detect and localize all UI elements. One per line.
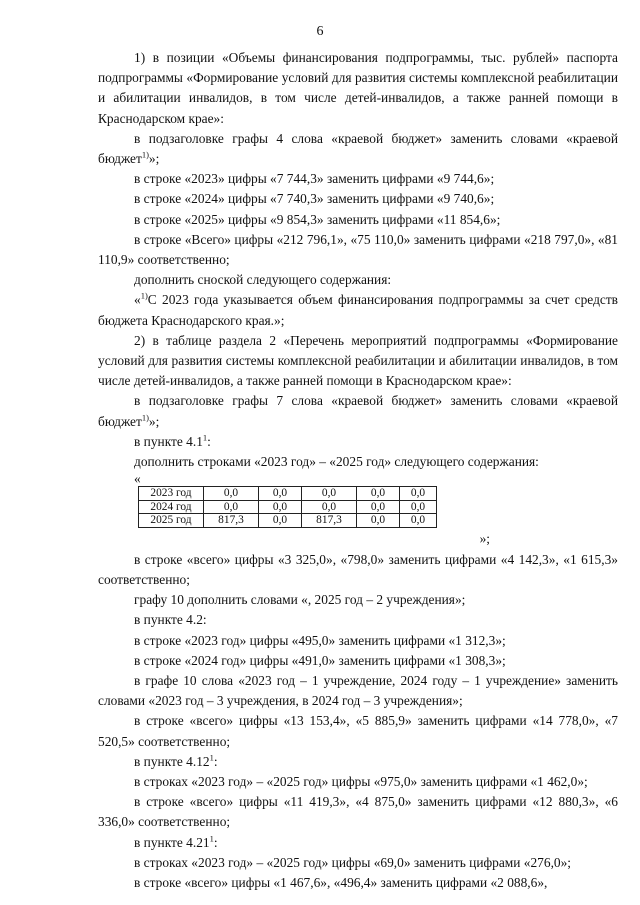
paragraph: в строке «2023 год» цифры «495,0» заменить цифрами «1 312,3»; (134, 632, 506, 648)
table-year-cell: 2024 год (139, 500, 204, 514)
table-value-cell: 0,0 (204, 500, 259, 514)
paragraph: в графе 10 слова «2023 год – 1 учреждение, 2024 году – 1 учреждение» заменить словами «2023 год – 3 учреждения, в 2024 год – 3 учреждения»; (98, 672, 618, 709)
table-row (139, 514, 437, 528)
table-value-cell: 0,0 (204, 487, 259, 501)
paragraph (98, 432, 618, 452)
table-value-cell: 0,0 (400, 487, 437, 501)
footnote-mark: 1) (140, 290, 148, 301)
paragraph: в строке «2023» цифры «7 744,3» заменить цифрами «9 744,6»; (134, 171, 495, 187)
paragraph: в строке «2024» цифры «7 740,3» заменить цифрами «9 740,6»; (134, 191, 495, 207)
paragraph: в строке «2024 год» цифры «491,0» заменить цифрами «1 308,3»; (134, 652, 506, 668)
paragraph: в строке «всего» цифры «13 153,4», «5 885,9» заменить цифрами «14 778,0», «7 520,5» соответственно; (98, 713, 618, 749)
table-year-cell: 2023 год (139, 487, 204, 501)
paragraph (98, 391, 618, 431)
table-value-cell: 0,0 (357, 487, 400, 501)
superscript-mark: 1 (209, 752, 214, 763)
funding-table (138, 486, 437, 528)
table-value-cell: 817,3 (302, 514, 357, 528)
table-value-cell: 817,3 (204, 514, 259, 528)
table-value-cell: 0,0 (357, 514, 400, 528)
superscript-mark: 1 (202, 432, 208, 443)
document-body (98, 48, 618, 893)
table-row (139, 487, 437, 501)
paragraph: в строках «2023 год» – «2025 год» цифры «69,0» заменить цифрами «276,0»; (134, 854, 572, 870)
table-value-cell: 0,0 (259, 500, 302, 514)
paragraph: 2) в таблице раздела 2 «Перечень мероприятий подпрограммы «Формирование условий для развития системы комплексной реабилитации и абилитации инвалидов, в том числе детей-инвалидов, а также ранней помощи в Краснодарском крае»: (98, 332, 618, 389)
paragraph-text: С 2023 года указывается объем финансирования подпрограммы за счет средств бюджета Краснодарского края.»; (98, 292, 618, 328)
paragraph: дополнить сноской следующего содержания: (134, 272, 392, 288)
paragraph: в пункте 4.2: (134, 612, 207, 628)
paragraph (98, 290, 618, 330)
table-value-cell: 0,0 (357, 500, 400, 514)
paragraph: в строке «всего» цифры «11 419,3», «4 875,0» заменить цифрами «12 880,3», «6 336,0» соответственно; (98, 794, 618, 830)
punctuation: »; (148, 151, 160, 167)
footnote-mark: 1) (141, 149, 149, 160)
paragraph: в строке «всего» цифры «3 325,0», «798,0» заменить цифрами «4 142,3», «1 615,3» соответственно; (98, 551, 618, 587)
table-row (139, 500, 437, 514)
paragraph-text: в пункте 4.12 (134, 753, 210, 769)
paragraph: дополнить строками «2023 год» – «2025 год» следующего содержания: (134, 454, 539, 470)
table-value-cell: 0,0 (302, 500, 357, 514)
paragraph-text: в подзаголовке графы 7 слова «краевой бюджет» заменить словами «краевой бюджет (98, 393, 618, 429)
table-value-cell: 0,0 (400, 500, 437, 514)
paragraph: 1) в позиции «Объемы финансирования подпрограммы, тыс. рублей» паспорта подпрограммы «Формирование условий для развития системы комплексной реабилитации и абилитации инвалидов, в том числе детей-инвалидов, а также ранней помощи в Краснодарском крае»: (98, 50, 618, 126)
paragraph: в строках «2023 год» – «2025 год» цифры «975,0» заменить цифрами «1 462,0»; (134, 774, 588, 789)
table-close-quote: »; (479, 530, 490, 546)
paragraph-text: в пункте 4.21 (134, 834, 210, 850)
table-open-quote: « (134, 471, 141, 487)
paragraph: в строке «всего» цифры «1 467,6», «496,4» заменить цифрами «2 088,6», (134, 875, 548, 891)
table-value-cell: 0,0 (302, 487, 357, 501)
paragraph: графу 10 дополнить словами «, 2025 год – 2 учреждения»; (134, 592, 466, 608)
paragraph (98, 833, 618, 853)
paragraph: в строке «2025» цифры «9 854,3» заменить цифрами «11 854,6»; (134, 211, 501, 227)
superscript-mark: 1 (209, 833, 214, 844)
page-number: 6 (316, 24, 324, 39)
footnote-mark: 1) (141, 412, 149, 423)
paragraph-text: в пункте 4.1 (134, 433, 203, 449)
punctuation: : (207, 433, 211, 449)
paragraph (98, 752, 618, 772)
punctuation: »; (148, 413, 160, 429)
table-value-cell: 0,0 (400, 514, 437, 528)
table-value-cell: 0,0 (259, 487, 302, 501)
table-year-cell: 2025 год (139, 514, 204, 528)
paragraph (98, 129, 618, 169)
quote-mark: « (134, 292, 141, 308)
punctuation: : (213, 834, 218, 850)
paragraph-text: в подзаголовке графы 4 слова «краевой бюджет» заменить словами «краевой бюджет (98, 130, 618, 167)
punctuation: : (213, 753, 218, 769)
paragraph: в строке «Всего» цифры «212 796,1», «75 110,0» заменить цифрами «218 797,0», «81 110,9» соответственно; (98, 231, 618, 268)
table-value-cell: 0,0 (259, 514, 302, 528)
